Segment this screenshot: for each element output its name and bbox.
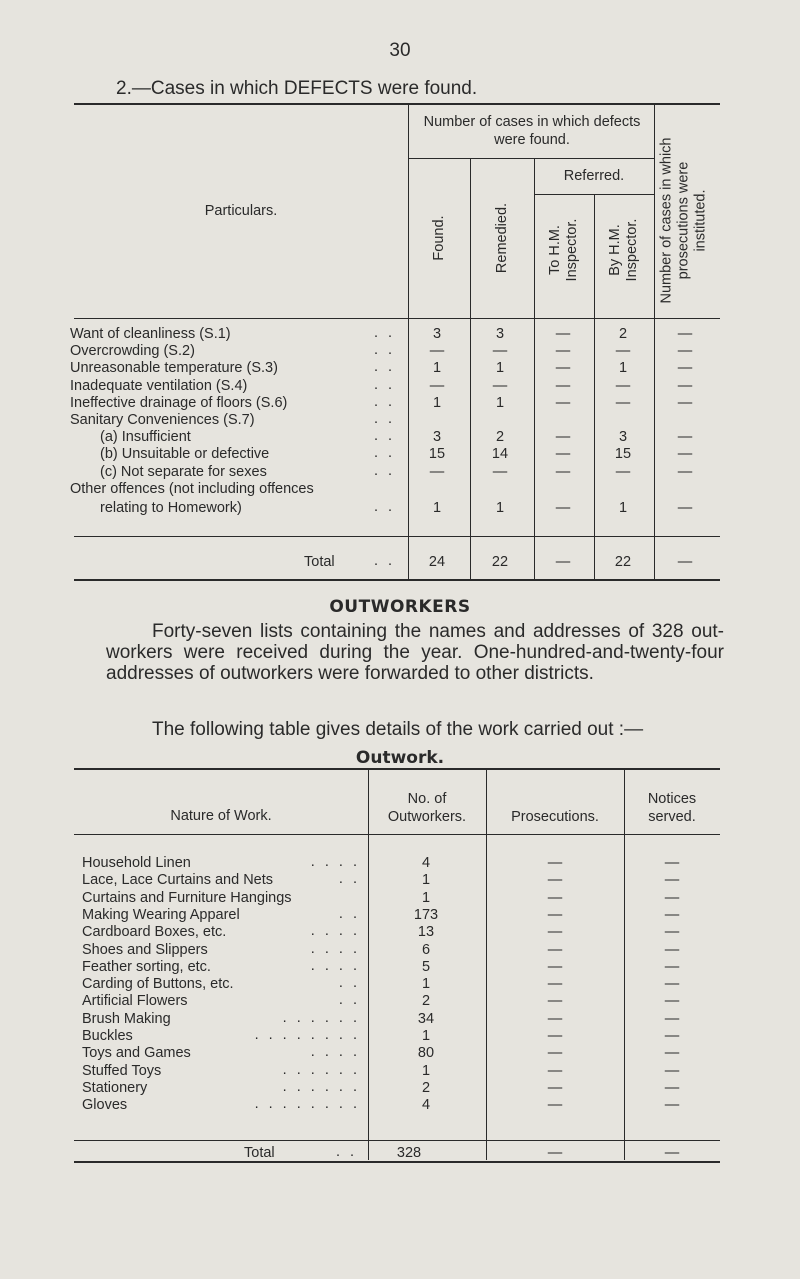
prosecutions-cell: — bbox=[677, 394, 693, 411]
table-row bbox=[70, 325, 720, 343]
row-label: (c) Not separate for sexes bbox=[100, 463, 267, 480]
total-found-cell: 24 bbox=[428, 554, 446, 570]
leader-dots: . . . . bbox=[310, 923, 360, 940]
notices-cell: — bbox=[664, 872, 680, 889]
table-row bbox=[70, 359, 720, 377]
leader-dots: . . bbox=[374, 445, 396, 462]
header-count bbox=[368, 790, 486, 826]
prosecutions-cell: — bbox=[677, 326, 693, 342]
leader-dots: . . bbox=[374, 325, 396, 341]
prosecutions-cell: — bbox=[677, 463, 693, 480]
count-cell: 13 bbox=[417, 924, 435, 941]
leader-dots: . . . . bbox=[310, 957, 360, 974]
leader-dots: . . bbox=[338, 975, 360, 992]
notices-cell: — bbox=[664, 1062, 680, 1079]
count-cell: 80 bbox=[417, 1045, 435, 1062]
notices-cell: — bbox=[664, 1079, 680, 1096]
remedied-cell: 1 bbox=[495, 500, 505, 516]
to-hm-cell: — bbox=[555, 446, 571, 463]
leader-dots: . . bbox=[374, 359, 396, 376]
table-row bbox=[74, 906, 720, 924]
header-prosecutions bbox=[659, 137, 710, 305]
table-row bbox=[70, 376, 720, 395]
outworkers-paragraph-2 bbox=[106, 719, 724, 740]
table-row bbox=[74, 854, 720, 872]
header-prosecutions: Prosecutions. bbox=[511, 809, 599, 825]
total-remedied-cell: 22 bbox=[491, 554, 509, 570]
count-cell: 34 bbox=[417, 1010, 435, 1027]
total-label: Total bbox=[244, 1145, 275, 1161]
total-row bbox=[74, 553, 720, 571]
prosecutions-cell: — bbox=[547, 958, 563, 975]
leader-dots: . . bbox=[374, 376, 396, 393]
table-row bbox=[74, 428, 720, 446]
count-cell: 1 bbox=[421, 872, 431, 889]
count-cell: 2 bbox=[421, 993, 431, 1010]
leader-dots: . . . . . . . . bbox=[254, 1027, 360, 1043]
row-label: Sanitary Conveniences (S.7) bbox=[70, 412, 255, 428]
by-hm-cell: 15 bbox=[614, 446, 632, 463]
notices-cell: — bbox=[664, 1097, 680, 1114]
leader-dots: . . . . bbox=[310, 854, 360, 870]
table-row bbox=[74, 499, 720, 517]
table-row bbox=[70, 342, 720, 360]
table-row bbox=[74, 1044, 720, 1062]
defects-table bbox=[70, 103, 720, 581]
notices-cell: — bbox=[664, 1045, 680, 1062]
notices-cell: — bbox=[664, 976, 680, 993]
row-label: Unreasonable temperature (S.3) bbox=[70, 360, 278, 377]
count-cell: 5 bbox=[421, 958, 431, 975]
row-label: Feather sorting, etc. bbox=[82, 958, 211, 975]
table-row bbox=[74, 463, 720, 481]
table-row bbox=[74, 1010, 720, 1028]
prosecutions-cell: — bbox=[547, 924, 563, 941]
notices-cell: — bbox=[664, 906, 680, 923]
row-label: Stationery bbox=[82, 1079, 148, 1096]
table-row bbox=[74, 1062, 720, 1080]
outworkers-heading: OUTWORKERS bbox=[329, 597, 471, 617]
leader-dots: . . . . bbox=[310, 1044, 360, 1061]
header-by-hm-inspector bbox=[607, 190, 641, 310]
total-prosecutions-cell: — bbox=[677, 554, 693, 570]
header-remedied: Remedied. bbox=[494, 202, 510, 274]
leader-dots: . . . . . . bbox=[282, 1078, 360, 1095]
to-hm-cell: — bbox=[555, 500, 571, 516]
paragraph-2-text: The following table gives details of the work carried out :— bbox=[152, 719, 644, 740]
by-hm-cell: 1 bbox=[618, 500, 628, 516]
table-row bbox=[74, 445, 720, 463]
remedied-cell: 14 bbox=[491, 446, 509, 463]
leader-dots: . . bbox=[338, 871, 360, 888]
row-label: Overcrowding (S.2) bbox=[70, 343, 195, 360]
notices-cell: — bbox=[664, 958, 680, 975]
header-prosecutions-text: Number of cases in which prosecutions were instituted. bbox=[658, 137, 709, 304]
prosecutions-cell: — bbox=[677, 377, 693, 394]
count-cell: 1 bbox=[421, 889, 431, 906]
row-label: Curtains and Furniture Hangings bbox=[82, 889, 292, 906]
header-by-hm-text: By H.M. Inspector. bbox=[607, 218, 640, 282]
prosecutions-cell: — bbox=[547, 1045, 563, 1062]
leader-dots: . . bbox=[374, 462, 396, 479]
remedied-cell: — bbox=[492, 463, 508, 480]
by-hm-cell: — bbox=[615, 377, 631, 394]
table-row bbox=[74, 975, 720, 993]
leader-dots: . . . . bbox=[310, 940, 360, 957]
table-row bbox=[74, 941, 720, 959]
remedied-cell: — bbox=[492, 343, 508, 360]
prosecutions-cell: — bbox=[547, 1028, 563, 1044]
row-label: Artificial Flowers bbox=[82, 993, 188, 1010]
count-cell: 1 bbox=[421, 976, 431, 993]
prosecutions-cell: — bbox=[677, 360, 693, 377]
row-label: (a) Insufficient bbox=[100, 429, 191, 446]
leader-dots: . . . . . . . . bbox=[254, 1096, 360, 1113]
count-cell: 4 bbox=[421, 1097, 431, 1114]
found-cell: — bbox=[429, 463, 445, 480]
paragraph-1-text: Forty-seven lists containing the names and addresses of 328 out-workers were received during the year. One-hundred-and-twenty-four addresses of outworkers were forwarded to other districts. bbox=[106, 621, 724, 684]
prosecutions-cell: — bbox=[677, 429, 693, 446]
table-row bbox=[74, 923, 720, 941]
header-notices-text: Notices served. bbox=[647, 791, 697, 825]
found-cell: — bbox=[429, 377, 445, 394]
notices-cell: — bbox=[664, 993, 680, 1010]
table-row bbox=[70, 393, 720, 412]
total-by-hm-cell: 22 bbox=[614, 554, 632, 570]
prosecutions-cell: — bbox=[547, 993, 563, 1010]
total-count-cell: 328 bbox=[396, 1145, 422, 1161]
row-label: Carding of Buttons, etc. bbox=[82, 976, 234, 993]
total-rule bbox=[74, 1140, 720, 1141]
header-to-hm-inspector bbox=[547, 190, 581, 310]
row-label: Ineffective drainage of floors (S.6) bbox=[70, 394, 288, 411]
by-hm-cell: — bbox=[615, 394, 631, 411]
notices-cell: — bbox=[664, 1028, 680, 1044]
table-row bbox=[70, 411, 720, 429]
table-row bbox=[74, 871, 720, 889]
to-hm-cell: — bbox=[555, 429, 571, 446]
prosecutions-cell: — bbox=[677, 446, 693, 463]
section-title: 2.—Cases in which DEFECTS were found. bbox=[116, 78, 478, 99]
leader-dots: . . bbox=[374, 393, 396, 410]
by-hm-cell: — bbox=[615, 463, 631, 480]
row-label: Shoes and Slippers bbox=[82, 941, 208, 958]
leader-dots: . . bbox=[374, 411, 396, 427]
leader-dots: . . bbox=[374, 428, 396, 445]
total-notices-cell: — bbox=[664, 1145, 680, 1161]
outwork-table bbox=[74, 768, 720, 1168]
table-top-rule bbox=[74, 103, 720, 105]
row-label: Buckles bbox=[82, 1028, 133, 1044]
count-cell: 2 bbox=[421, 1079, 431, 1096]
count-cell: 4 bbox=[421, 855, 431, 871]
notices-cell: — bbox=[664, 1010, 680, 1027]
by-hm-cell: 1 bbox=[618, 360, 628, 377]
row-label: Lace, Lace Curtains and Nets bbox=[82, 872, 274, 889]
row-label: Toys and Games bbox=[82, 1045, 191, 1062]
remedied-cell: — bbox=[492, 377, 508, 394]
remedied-cell: 1 bbox=[495, 360, 505, 377]
header-group: Number of cases in which defects were found. bbox=[423, 114, 641, 148]
table-row bbox=[70, 480, 720, 498]
table-row bbox=[74, 1079, 720, 1097]
outwork-table-title: Outwork. bbox=[355, 748, 445, 768]
row-label: Gloves bbox=[82, 1097, 128, 1114]
remedied-cell: 1 bbox=[495, 394, 505, 411]
total-rule bbox=[74, 536, 720, 537]
count-cell: 173 bbox=[413, 906, 439, 923]
header-nature: Nature of Work. bbox=[170, 808, 272, 824]
table-bottom-rule bbox=[74, 579, 720, 581]
header-rule bbox=[408, 158, 654, 159]
leader-dots: . . bbox=[374, 342, 396, 359]
found-cell: 1 bbox=[432, 394, 442, 411]
leader-dots: . . . . . . bbox=[282, 1061, 360, 1078]
prosecutions-cell: — bbox=[547, 1079, 563, 1096]
page-number: 30 bbox=[389, 40, 411, 61]
header-count-text: No. of Outworkers. bbox=[387, 791, 467, 825]
notices-cell: — bbox=[664, 855, 680, 871]
leader-dots: . . bbox=[338, 992, 360, 1009]
notices-cell: — bbox=[664, 889, 680, 906]
by-hm-cell: 2 bbox=[618, 326, 628, 342]
prosecutions-cell: — bbox=[547, 1097, 563, 1114]
header-particulars: Particulars. bbox=[204, 203, 278, 219]
table-row bbox=[74, 992, 720, 1010]
prosecutions-cell: — bbox=[547, 941, 563, 958]
total-label: Total bbox=[304, 554, 335, 570]
prosecutions-cell: — bbox=[677, 500, 693, 516]
prosecutions-cell: — bbox=[547, 855, 563, 871]
remedied-cell: 3 bbox=[495, 326, 505, 342]
row-label: Brush Making bbox=[82, 1010, 171, 1027]
table-row bbox=[74, 1096, 720, 1114]
header-found: Found. bbox=[431, 215, 447, 261]
to-hm-cell: — bbox=[555, 394, 571, 411]
total-prosecutions-cell: — bbox=[547, 1145, 563, 1161]
prosecutions-cell: — bbox=[547, 1062, 563, 1079]
leader-dots: . . . . . . bbox=[282, 1009, 360, 1026]
row-label: Household Linen bbox=[82, 855, 191, 871]
prosecutions-cell: — bbox=[547, 906, 563, 923]
notices-cell: — bbox=[664, 924, 680, 941]
outworkers-paragraph-1 bbox=[106, 621, 724, 684]
prosecutions-cell: — bbox=[547, 872, 563, 889]
row-label: (b) Unsuitable or defective bbox=[100, 446, 270, 463]
notices-cell: — bbox=[664, 941, 680, 958]
to-hm-cell: — bbox=[555, 463, 571, 480]
leader-dots: . . bbox=[338, 905, 360, 922]
found-cell: 3 bbox=[432, 429, 442, 446]
by-hm-cell: — bbox=[615, 343, 631, 360]
found-cell: 1 bbox=[432, 500, 442, 516]
leader-dots: . . bbox=[374, 553, 396, 569]
found-cell: 3 bbox=[432, 326, 442, 342]
total-row bbox=[74, 1144, 720, 1162]
count-cell: 1 bbox=[421, 1028, 431, 1044]
header-referred: Referred. bbox=[563, 168, 625, 184]
table-row bbox=[74, 958, 720, 976]
table-row bbox=[74, 1027, 720, 1045]
to-hm-cell: — bbox=[555, 360, 571, 377]
row-label: Stuffed Toys bbox=[82, 1062, 162, 1079]
to-hm-cell: — bbox=[555, 326, 571, 342]
header-bottom-rule bbox=[74, 318, 720, 319]
prosecutions-cell: — bbox=[677, 343, 693, 360]
to-hm-cell: — bbox=[555, 377, 571, 394]
table-row bbox=[74, 889, 720, 907]
leader-dots: . . bbox=[374, 499, 396, 515]
total-to-hm-cell: — bbox=[555, 554, 571, 570]
row-label: relating to Homework) bbox=[100, 500, 242, 516]
found-cell: — bbox=[429, 343, 445, 360]
found-cell: 1 bbox=[432, 360, 442, 377]
remedied-cell: 2 bbox=[495, 429, 505, 446]
row-label: Other offences (not including offences bbox=[70, 480, 314, 497]
row-label: Inadequate ventilation (S.4) bbox=[70, 377, 248, 394]
prosecutions-cell: — bbox=[547, 1010, 563, 1027]
count-cell: 6 bbox=[421, 941, 431, 958]
prosecutions-cell: — bbox=[547, 889, 563, 906]
header-to-hm-text: To H.M. Inspector. bbox=[547, 218, 580, 282]
row-label: Cardboard Boxes, etc. bbox=[82, 924, 227, 941]
to-hm-cell: — bbox=[555, 343, 571, 360]
prosecutions-cell: — bbox=[547, 976, 563, 993]
row-label: Want of cleanliness (S.1) bbox=[70, 326, 231, 342]
by-hm-cell: 3 bbox=[618, 429, 628, 446]
count-cell: 1 bbox=[421, 1062, 431, 1079]
leader-dots: . . bbox=[336, 1144, 358, 1160]
row-label: Making Wearing Apparel bbox=[82, 906, 240, 923]
header-notices bbox=[624, 790, 720, 826]
found-cell: 15 bbox=[428, 446, 446, 463]
